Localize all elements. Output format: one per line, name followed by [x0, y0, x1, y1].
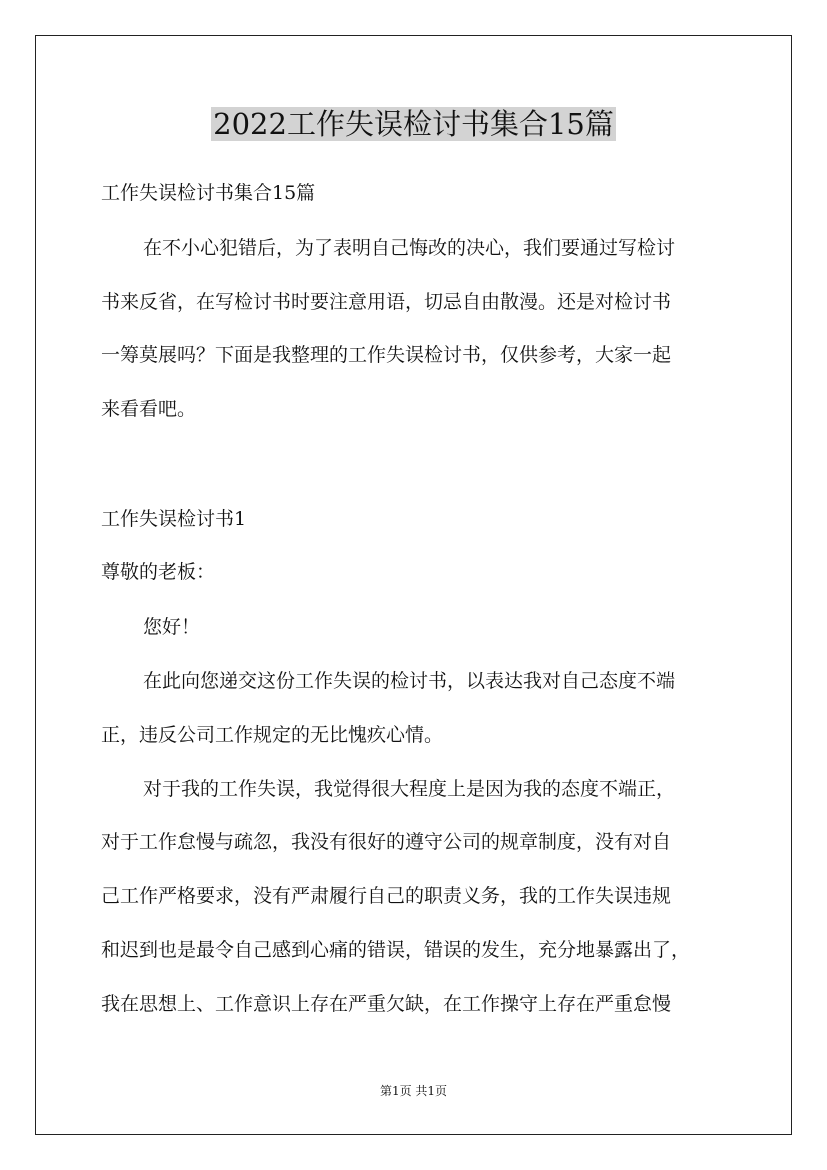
paragraph-line: 己工作严格要求，没有严肃履行自己的职责义务，我的工作失误违规: [101, 885, 672, 907]
section-heading: 工作失误检讨书1: [101, 508, 247, 530]
paragraph-line: 正，违反公司工作规定的无比愧疚心情。: [101, 724, 444, 746]
greeting: 您好！: [143, 616, 201, 638]
paragraph-line: 对于我的工作失误，我觉得很大程度上是因为我的态度不端正，: [143, 778, 676, 800]
salutation: 尊敬的老板：: [101, 561, 216, 583]
intro-line: 在不小心犯错后，为了表明自己悔改的决心，我们要通过写检讨: [143, 237, 676, 259]
intro-line: 书来反省，在写检讨书时要注意用语，切忌自由散漫。还是对检讨书: [101, 291, 672, 313]
paragraph-line: 在此向您递交这份工作失误的检讨书，以表达我对自己态度不端: [143, 670, 676, 692]
document-subtitle: 工作失误检讨书集合15篇: [101, 182, 316, 204]
page-number-footer: 第1页 共1页: [379, 1084, 448, 1098]
intro-line: 一筹莫展吗？下面是我整理的工作失误检讨书，仅供参考，大家一起: [101, 344, 672, 366]
document-title-text: 2022工作失误检讨书集合15篇: [213, 107, 614, 141]
intro-line: 来看看吧。: [101, 398, 197, 420]
paragraph-line: 我在思想上、工作意识上存在严重欠缺，在工作操守上存在严重怠慢: [101, 993, 672, 1015]
paragraph-line: 和迟到也是最令自己感到心痛的错误，错误的发生，充分地暴露出了，: [101, 939, 691, 961]
document-title: [0, 104, 827, 144]
paragraph-line: 对于工作怠慢与疏忽，我没有很好的遵守公司的规章制度，没有对自: [101, 831, 672, 853]
